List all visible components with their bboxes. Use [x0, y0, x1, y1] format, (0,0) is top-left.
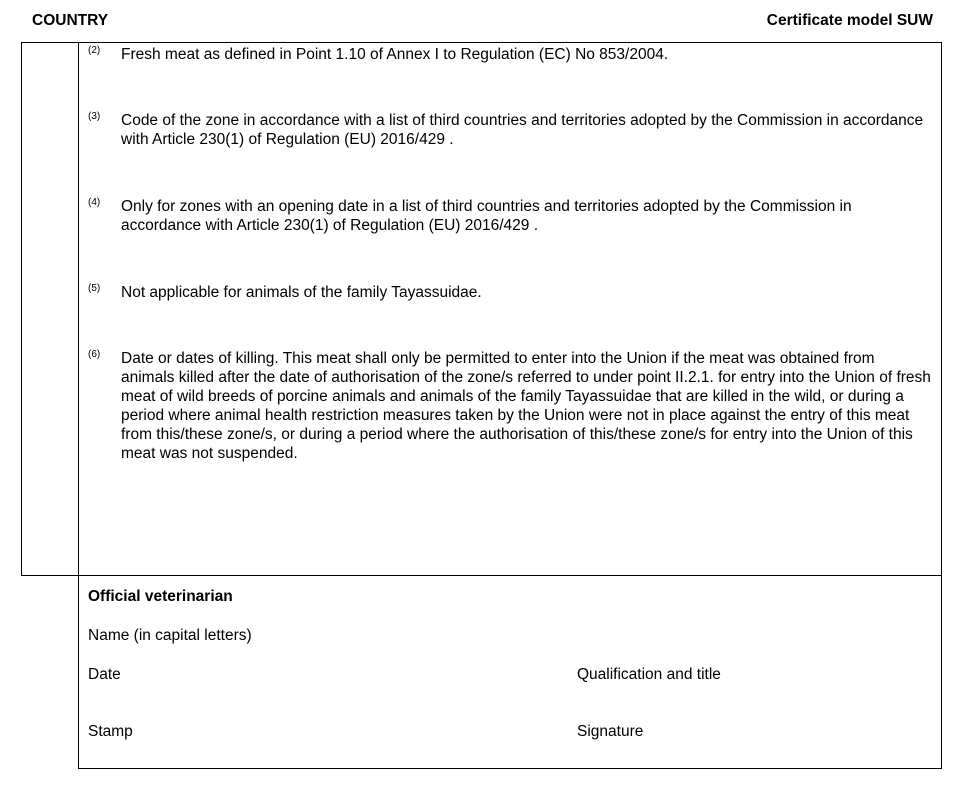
footnote-text: Code of the zone in accordance with a list of third countries and territories adopted by the Commission in accordance with Article 230(1) of Regulation (EU) 2016/429 .	[121, 112, 924, 148]
qualification-label: Qualification and title	[577, 666, 721, 683]
footnote-number: (2)	[88, 45, 101, 56]
date-label: Date	[88, 666, 121, 683]
footnote-number: (6)	[88, 349, 101, 360]
table-column-divider	[78, 42, 79, 576]
footnote-text: Not applicable for animals of the family Tayassuidae.	[121, 284, 482, 301]
footnote-text: Only for zones with an opening date in a list of third countries and territories adopted by the Commission in accordance with Article 230(1) of Regulation (EU) 2016/429 .	[121, 198, 852, 234]
footnote-number: (5)	[88, 283, 101, 294]
footnote-text: Fresh meat as defined in Point 1.10 of Annex I to Regulation (EC) No 853/2004.	[121, 46, 669, 63]
official-veterinarian-title: Official veterinarian	[88, 588, 233, 605]
stamp-label: Stamp	[88, 723, 133, 740]
footnote-text: Date or dates of killing. This meat shall only be permitted to enter into the Union if the meat was obtained from animals killed after the date of authorisation of the zone/s referred to under point II.2.1. for entry into the Union of fresh meat of wild breeds of porcine animals and animals of the family Tayassuidae that are killed in the wild, or during a period where animal health restriction measures taken by the Union were not in place against the entry of this meat from this/these zone/s, or during a period where the authorisation of this/these zone/s for entry into the Union of this meat was not suspended.	[121, 350, 931, 462]
signature-label: Signature	[577, 723, 644, 740]
certificate-model-label: Certificate model SUW	[766, 12, 933, 29]
footnote-number: (4)	[88, 197, 101, 208]
name-label: Name (in capital letters)	[88, 627, 252, 644]
country-label: COUNTRY	[32, 12, 109, 29]
footnote-number: (3)	[88, 111, 101, 122]
